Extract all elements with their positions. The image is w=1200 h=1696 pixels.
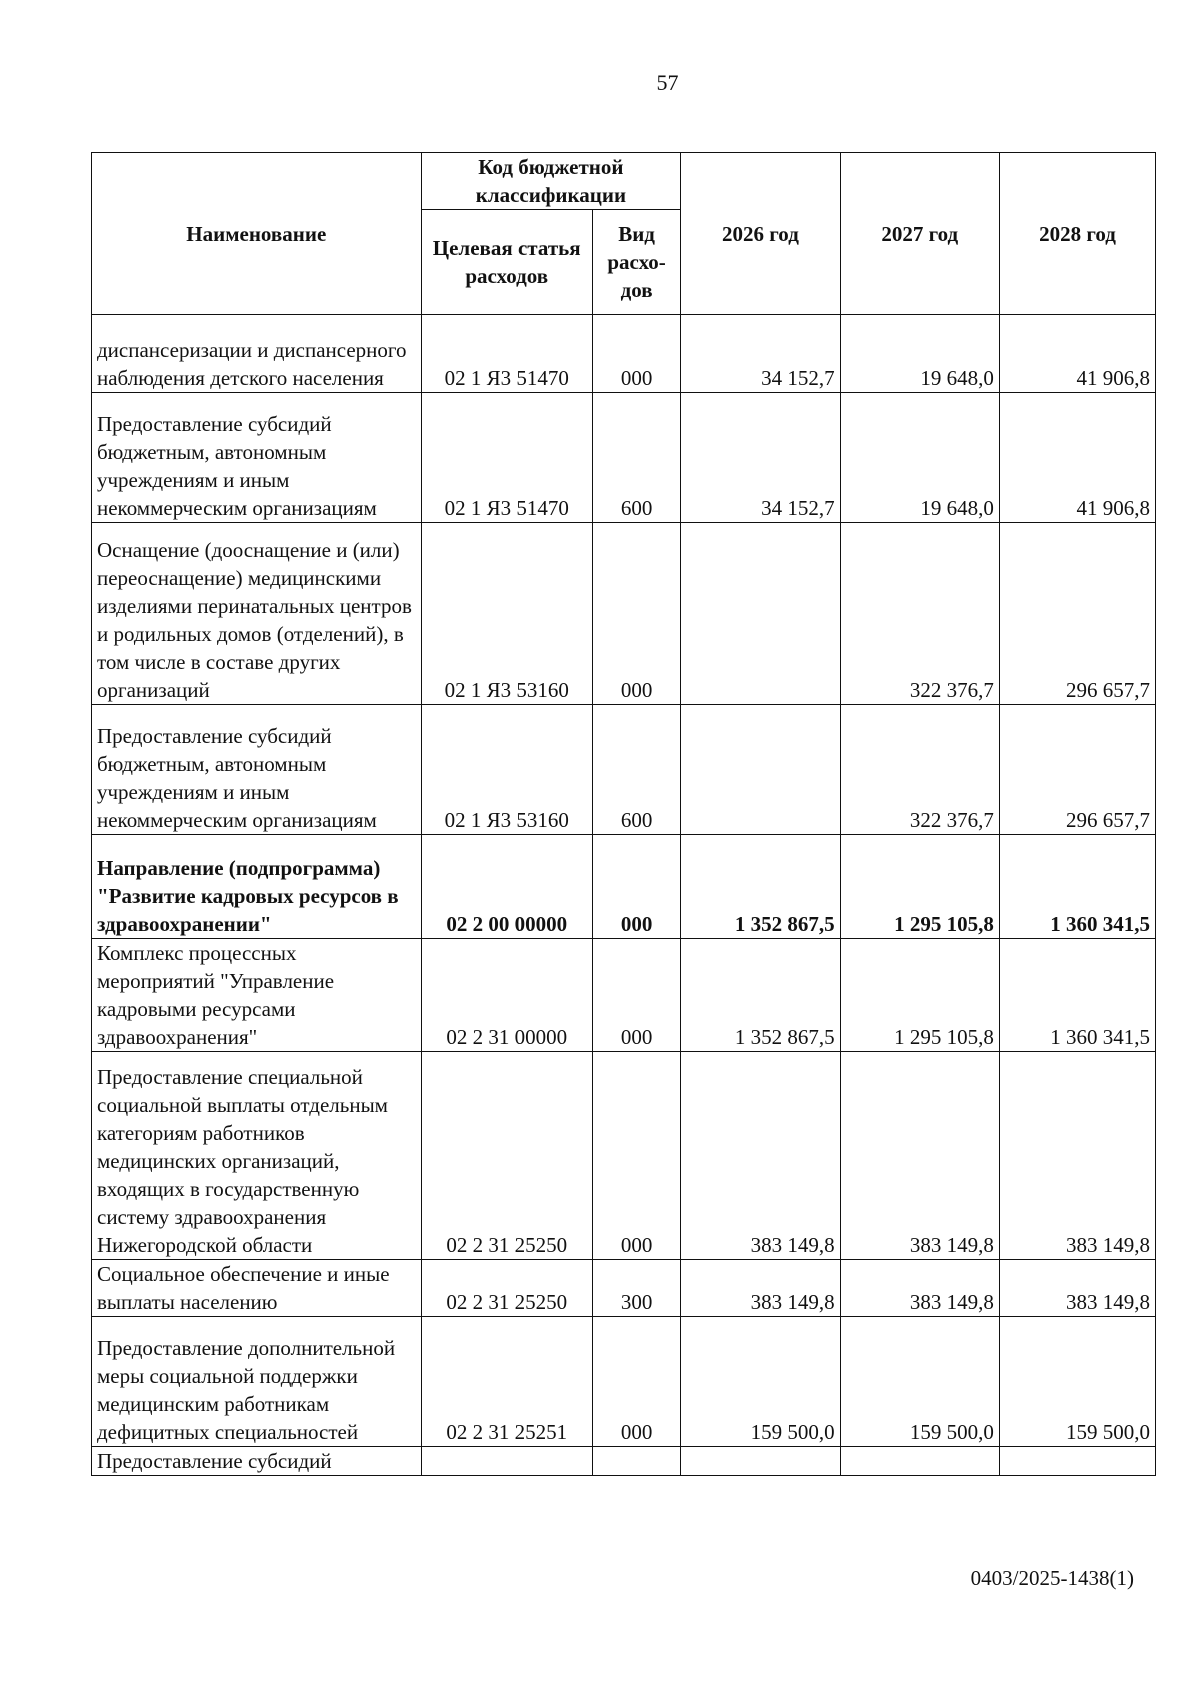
table-row xyxy=(92,315,1156,393)
row-expense-type: 600 xyxy=(592,393,680,523)
table-row xyxy=(92,523,1156,705)
row-name: Социальное обеспечение и иные выплаты населению xyxy=(92,1260,422,1317)
header-year-2028: 2028 год xyxy=(999,153,1155,315)
page-number: 57 xyxy=(656,70,679,95)
row-expense-type: 000 xyxy=(592,939,680,1052)
row-value-2028: 1 360 341,5 xyxy=(999,939,1155,1052)
row-code xyxy=(421,1447,592,1476)
row-value-2028: 383 149,8 xyxy=(999,1260,1155,1317)
row-expense-type: 000 xyxy=(592,523,680,705)
row-expense-type: 000 xyxy=(592,1317,680,1447)
row-code: 02 1 Я3 51470 xyxy=(421,393,592,523)
row-value-2028: 296 657,7 xyxy=(999,523,1155,705)
row-name: Предоставление специальной социальной выплаты отдельным категориям работников медицинских организаций, входящих в государственную систему здравоохранения Нижегородской области xyxy=(92,1052,422,1260)
row-value-2027: 19 648,0 xyxy=(840,393,999,523)
row-value-2027: 383 149,8 xyxy=(840,1052,999,1260)
row-expense-type: 000 xyxy=(592,835,680,939)
row-value-2026: 159 500,0 xyxy=(681,1317,840,1447)
row-code: 02 2 00 00000 xyxy=(421,835,592,939)
row-expense-type: 000 xyxy=(592,315,680,393)
row-value-2028: 159 500,0 xyxy=(999,1317,1155,1447)
row-expense-type xyxy=(592,1447,680,1476)
row-expense-type: 300 xyxy=(592,1260,680,1317)
row-name: Предоставление субсидий бюджетным, автономным учреждениям и иным некоммерческим организациям xyxy=(92,393,422,523)
row-name: Направление (подпрограмма) "Развитие кадровых ресурсов в здравоохранении" xyxy=(92,835,422,939)
row-value-2026: 1 352 867,5 xyxy=(681,835,840,939)
row-name: Предоставление дополнительной меры социальной поддержки медицинским работникам дефицитных специальностей xyxy=(92,1317,422,1447)
row-expense-type: 600 xyxy=(592,705,680,835)
row-code: 02 1 Я3 51470 xyxy=(421,315,592,393)
row-value-2027: 159 500,0 xyxy=(840,1317,999,1447)
row-value-2026: 383 149,8 xyxy=(681,1260,840,1317)
row-expense-type: 000 xyxy=(592,1052,680,1260)
table-row xyxy=(92,705,1156,835)
table-row xyxy=(92,939,1156,1052)
row-value-2028: 383 149,8 xyxy=(999,1052,1155,1260)
table-header-row xyxy=(92,153,1156,210)
row-code: 02 2 31 00000 xyxy=(421,939,592,1052)
row-code: 02 2 31 25250 xyxy=(421,1260,592,1317)
row-code: 02 2 31 25250 xyxy=(421,1052,592,1260)
header-name: Наименование xyxy=(92,153,422,315)
header-year-2027: 2027 год xyxy=(840,153,999,315)
row-value-2027: 1 295 105,8 xyxy=(840,939,999,1052)
row-value-2027: 322 376,7 xyxy=(840,705,999,835)
row-name: Предоставление субсидий xyxy=(92,1447,422,1476)
row-value-2027: 19 648,0 xyxy=(840,315,999,393)
header-expense-type: Вид расхо-дов xyxy=(592,210,680,315)
row-value-2026: 34 152,7 xyxy=(681,393,840,523)
header-kbk: Код бюджетной классификации xyxy=(421,153,681,210)
row-value-2027 xyxy=(840,1447,999,1476)
row-code: 02 2 31 25251 xyxy=(421,1317,592,1447)
table-row-subprogram xyxy=(92,835,1156,939)
budget-table xyxy=(91,152,1156,1476)
table-row xyxy=(92,1260,1156,1317)
table-row xyxy=(92,1052,1156,1260)
row-name: Предоставление субсидий бюджетным, автономным учреждениям и иным некоммерческим организациям xyxy=(92,705,422,835)
row-name: Оснащение (дооснащение и (или) переоснащение) медицинскими изделиями перинатальных центров и родильных домов (отделений), в том числе в составе других организаций xyxy=(92,523,422,705)
document-id: 0403/2025-1438(1) xyxy=(970,1566,1134,1590)
row-value-2026: 1 352 867,5 xyxy=(681,939,840,1052)
table-row xyxy=(92,1447,1156,1476)
table-row xyxy=(92,1317,1156,1447)
row-value-2026 xyxy=(681,523,840,705)
row-value-2027: 322 376,7 xyxy=(840,523,999,705)
row-value-2027: 1 295 105,8 xyxy=(840,835,999,939)
row-name: Комплекс процессных мероприятий "Управление кадровыми ресурсами здравоохранения" xyxy=(92,939,422,1052)
table-row xyxy=(92,393,1156,523)
row-value-2028: 41 906,8 xyxy=(999,315,1155,393)
row-value-2028: 1 360 341,5 xyxy=(999,835,1155,939)
row-value-2026 xyxy=(681,705,840,835)
row-value-2028: 296 657,7 xyxy=(999,705,1155,835)
header-target-article: Целевая статья расходов xyxy=(421,210,592,315)
row-value-2026 xyxy=(681,1447,840,1476)
row-code: 02 1 Я3 53160 xyxy=(421,523,592,705)
row-value-2027: 383 149,8 xyxy=(840,1260,999,1317)
row-value-2026: 383 149,8 xyxy=(681,1052,840,1260)
row-value-2028: 41 906,8 xyxy=(999,393,1155,523)
row-value-2026: 34 152,7 xyxy=(681,315,840,393)
header-year-2026: 2026 год xyxy=(681,153,840,315)
row-value-2028 xyxy=(999,1447,1155,1476)
row-name: диспансеризации и диспансерного наблюдения детского населения xyxy=(92,315,422,393)
row-code: 02 1 Я3 53160 xyxy=(421,705,592,835)
